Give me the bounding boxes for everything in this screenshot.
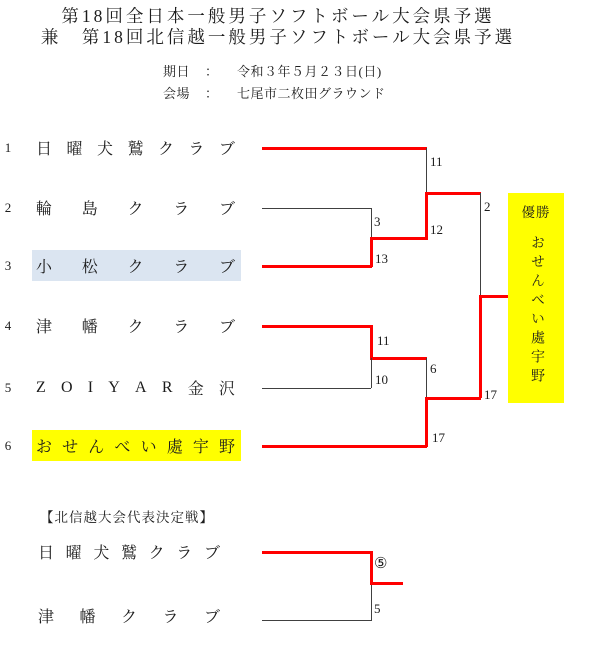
champion-box	[508, 193, 564, 403]
line-final-out	[479, 295, 509, 298]
line-r1bot-out	[370, 357, 427, 360]
playoff-team-name-1: 日 曜 犬 鷲 ク ラ ブ	[38, 544, 220, 562]
score-playoff-top: ⑤	[374, 556, 388, 572]
score-sfbot-bottom: 17	[432, 430, 445, 445]
line-team2	[262, 208, 371, 209]
line-sftop-v-upper	[426, 148, 427, 193]
venue-separator: ：	[205, 86, 219, 101]
team-name-1: 日 曜 犬 鷲 ク ラ ブ	[36, 141, 235, 158]
venue-label: 会場	[163, 86, 191, 101]
line-team6	[262, 445, 427, 448]
team-name-3: 小 松 ク ラ ブ	[32, 250, 241, 281]
team-name-4: 津 幡 ク ラ ブ	[36, 319, 235, 336]
line-r1bot-v-lower	[371, 358, 372, 388]
score-sftop-top: 11	[430, 154, 443, 169]
seed-6: 6	[4, 438, 12, 453]
line-playoff-team2	[262, 620, 371, 621]
score-r1top-top: 3	[374, 214, 381, 229]
playoff-heading: 【北信越大会代表決定戦】	[40, 510, 214, 525]
score-playoff-bottom: 5	[374, 601, 381, 616]
score-r1bot-top: 11	[377, 333, 390, 348]
line-sfbot-out	[425, 397, 481, 400]
line-playoff-v-upper	[370, 551, 373, 585]
line-r1top-v-lower	[370, 237, 373, 267]
title-line-2: 兼 第18回北信越一般男子ソフトボール大会県予選	[40, 27, 516, 47]
team-name-5: Z O I Y A R 金 沢	[36, 378, 235, 398]
seed-3: 3	[4, 258, 12, 273]
line-r1bot-v-upper	[370, 325, 373, 359]
line-team4	[262, 325, 372, 328]
line-r1top-v-upper	[371, 208, 372, 238]
line-playoff-v-lower	[371, 583, 372, 621]
line-sfbot-v-upper	[426, 358, 427, 398]
score-sfbot-top: 6	[430, 361, 437, 376]
line-sftop-v-lower	[425, 192, 428, 240]
line-team3	[262, 265, 372, 268]
score-final-bottom: 17	[484, 387, 497, 402]
title-line-1: 第18回全日本一般男子ソフトボール大会県予選	[61, 6, 495, 26]
team-name-6: お せ ん べ い 處 宇 野	[32, 430, 241, 461]
date-separator: ：	[205, 64, 219, 79]
line-final-v-upper	[480, 193, 481, 296]
date-value: 令和３年５月２３日(日)	[237, 64, 382, 79]
playoff-team-name-2: 津 幡 ク ラ ブ	[38, 608, 220, 626]
date-label: 期日	[163, 64, 191, 79]
line-team1	[262, 147, 427, 150]
champion-label: 優勝	[521, 205, 551, 220]
seed-2: 2	[4, 200, 12, 215]
champion-name: おせんべい處宇野	[529, 235, 544, 387]
seed-1: 1	[4, 140, 12, 155]
line-playoff-team1	[262, 551, 372, 554]
line-r1top-out	[370, 237, 427, 240]
score-r1top-bottom: 13	[375, 251, 388, 266]
venue-value: 七尾市二枚田グラウンド	[237, 86, 386, 101]
line-team5	[262, 388, 371, 389]
line-playoff-out	[370, 582, 403, 585]
team-name-2: 輪 島 ク ラ ブ	[36, 201, 235, 218]
line-sftop-out	[425, 192, 481, 195]
score-final-top: 2	[484, 199, 491, 214]
seed-4: 4	[4, 318, 12, 333]
score-r1bot-bottom: 10	[375, 372, 388, 387]
score-sftop-bottom: 12	[430, 222, 443, 237]
line-final-v-lower	[479, 295, 482, 398]
line-sfbot-v-lower	[425, 397, 428, 447]
seed-5: 5	[4, 380, 12, 395]
